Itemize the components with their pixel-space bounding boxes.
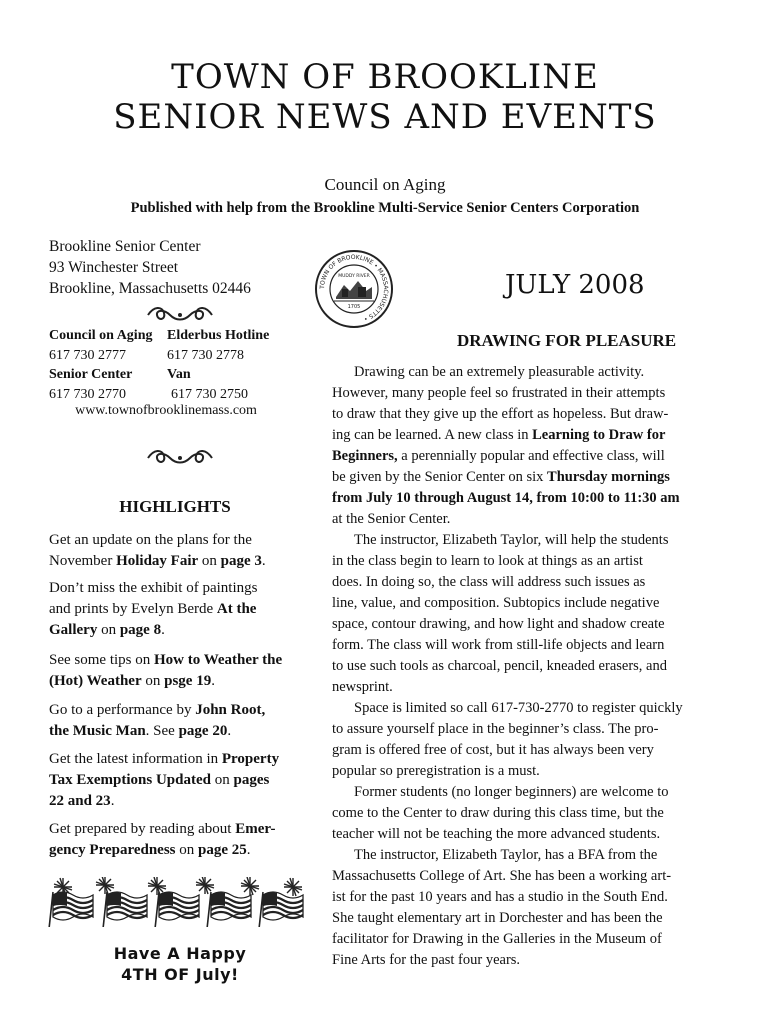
decorative-ornament-icon: [140, 447, 220, 475]
council-label: Council on Aging: [49, 328, 153, 343]
flags-fireworks-icon: [45, 877, 310, 927]
senior-center-address: [49, 236, 314, 299]
highlight-item: Get the latest information in Property Tax Exemptions Updated on pages 22 and 23.: [49, 751, 280, 809]
council-on-aging-subtitle: Council on Aging: [324, 175, 446, 194]
highlight-item: Go to a performance by John Root, the Music Man. See page 20.: [49, 702, 266, 739]
address-line: Brookline, Massachusetts 02446: [49, 280, 251, 297]
elderbus-phone: 617 730 2778: [167, 348, 244, 363]
address-line: Brookline Senior Center: [49, 238, 201, 255]
van-label: Van: [167, 367, 191, 382]
newsletter-title-line2: SENIOR NEWS AND EVENTS: [113, 97, 657, 137]
highlight-item: See some tips on How to Weather the (Hot) Weather on psge 19.: [49, 652, 283, 689]
publisher-credit: Published with help from the Brookline Multi-Service Senior Centers Corporation: [130, 200, 640, 216]
website-link[interactable]: www.townofbrooklinemass.com: [75, 403, 257, 418]
seal-inner-text: MUDDY RIVER: [338, 274, 370, 279]
town-seal-icon: [314, 249, 394, 329]
article-title: DRAWING FOR PLEASURE: [457, 331, 677, 350]
article-paragraph: Drawing can be an extremely pleasurable activity. However, many people feel so frustrated in their attempts to draw that they give up the effort as hopeless. But draw- ing can be learned. A new class in Learning to Draw for Beginners, a perennially popular and effective class, will be given by the Senior Center on six Thursday mornings from July 10 through August 14, from 10:00 to 11:30 am at the Senior Center.: [332, 364, 680, 527]
article-paragraph: The instructor, Elizabeth Taylor, will help the students in the class begin to learn to look at things as an artist does. In doing so, the class will address such issues as line, value, and composition. Subtopics include negative space, contour drawing, and how light and shadow create form. The class will work from still-life objects and learn to use such tools as charcoal, pencil, kneaded erasers, and newsprint.: [332, 532, 669, 695]
highlight-item: Get prepared by reading about Emer- gency Preparedness on page 25.: [49, 821, 276, 858]
council-phone: 617 730 2777: [49, 348, 126, 363]
address-line: 93 Winchester Street: [49, 259, 179, 276]
elderbus-label: Elderbus Hotline: [167, 328, 270, 343]
issue-date: JULY 2008: [505, 270, 645, 300]
holiday-greeting-line2: 4TH OF July!: [121, 965, 239, 984]
highlights-heading: HIGHLIGHTS: [119, 497, 231, 516]
newsletter-title-line1: TOWN OF BROOKLINE: [171, 57, 599, 97]
seal-ring-text: TOWN OF BROOKLINE • MASSACHUSETTS •: [318, 253, 390, 323]
highlight-item: Don’t miss the exhibit of paintings and prints by Evelyn Berde At the Gallery on page 8.: [49, 580, 258, 638]
highlight-item: Get an update on the plans for the November Holiday Fair on page 3.: [49, 532, 266, 569]
senior-center-label: Senior Center: [49, 367, 133, 382]
article-paragraph: Space is limited so call 617-730-2770 to register quickly to assure yourself place in the beginner’s class. The pro- gram is offered free of cost, but it has always been very popular so preregistration is a must.: [332, 700, 683, 779]
holiday-greeting-line1: Have A Happy: [113, 944, 247, 963]
article-paragraph: The instructor, Elizabeth Taylor, has a BFA from the Massachusetts College of Art. She has been a working art- ist for the past 10 years and has a studio in the South End. She taught elementary art in Dorchester and has been the facilitator for Drawing in the Galleries in the Museum of Fine Arts for the past four years.: [332, 847, 672, 968]
seal-year: 1705: [347, 304, 361, 310]
senior-center-phone: 617 730 2770: [49, 387, 126, 402]
article-paragraph: Former students (no longer beginners) are welcome to come to the Center to draw during this class time, but the teacher will not be teaching the more advanced students.: [332, 784, 669, 842]
van-phone: 617 730 2750: [171, 387, 248, 402]
